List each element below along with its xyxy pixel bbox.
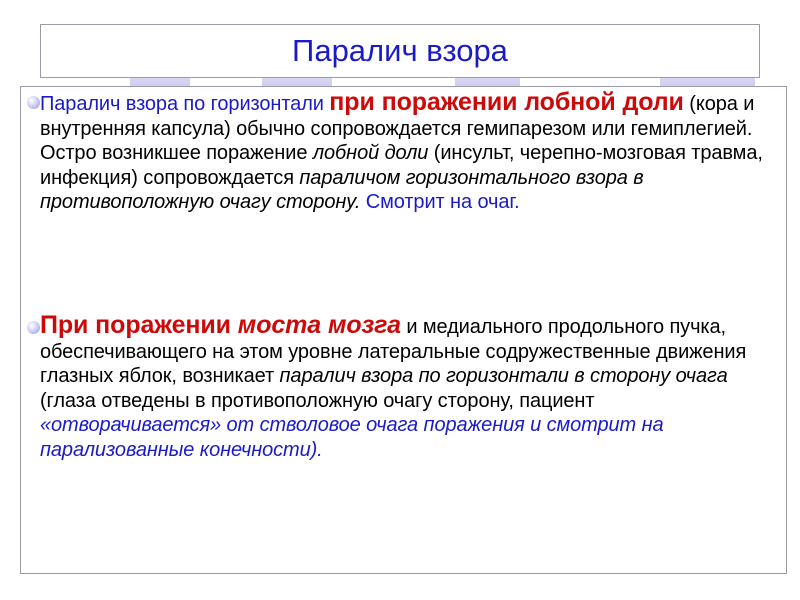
- text-segment: и медиального продольного пучка, обеспечивающего на этом уровне латеральные содружественные движения глазных яблок, возникает: [40, 316, 747, 387]
- text-segment: (кора и внутренняя капсула) обычно сопровождается гемипарезом или гемиплегией. Остро возникшее поражение: [40, 93, 755, 164]
- bullet-icon: [27, 321, 40, 334]
- text-segment-italic: лобной доли: [312, 142, 429, 164]
- text-segment: (глаза отведены в противоположную очагу сторону, пациент: [40, 389, 595, 412]
- bullet-icon: [27, 96, 40, 109]
- text-segment-gaze-note: Смотрит на очаг.: [360, 191, 520, 213]
- slide-title-box: [40, 24, 760, 78]
- slide-title: Паралич взора: [292, 33, 508, 68]
- paragraph-pons: [40, 313, 766, 462]
- text-segment: Паралич взора по горизонтали: [40, 93, 330, 115]
- text-segment-italic: параличом горизонтального взора в противоположную очагу сторону.: [40, 166, 644, 213]
- text-segment: (инсульт, черепно-мозговая травма, инфекция) сопровождается: [40, 142, 763, 189]
- text-segment-blue-italic: «отворачивается» от стволовое очага поражения и смотрит на парализованные конечности).: [40, 414, 664, 461]
- text-segment-emphasis: При поражении: [40, 311, 238, 339]
- text-segment-italic: паралич взора по горизонтали в сторону очага: [279, 365, 728, 387]
- text-segment-emphasis: при поражении лобной доли: [329, 88, 684, 116]
- text-segment-emphasis-italic: моста мозга: [237, 311, 401, 339]
- paragraph-frontal-lobe: [40, 90, 766, 215]
